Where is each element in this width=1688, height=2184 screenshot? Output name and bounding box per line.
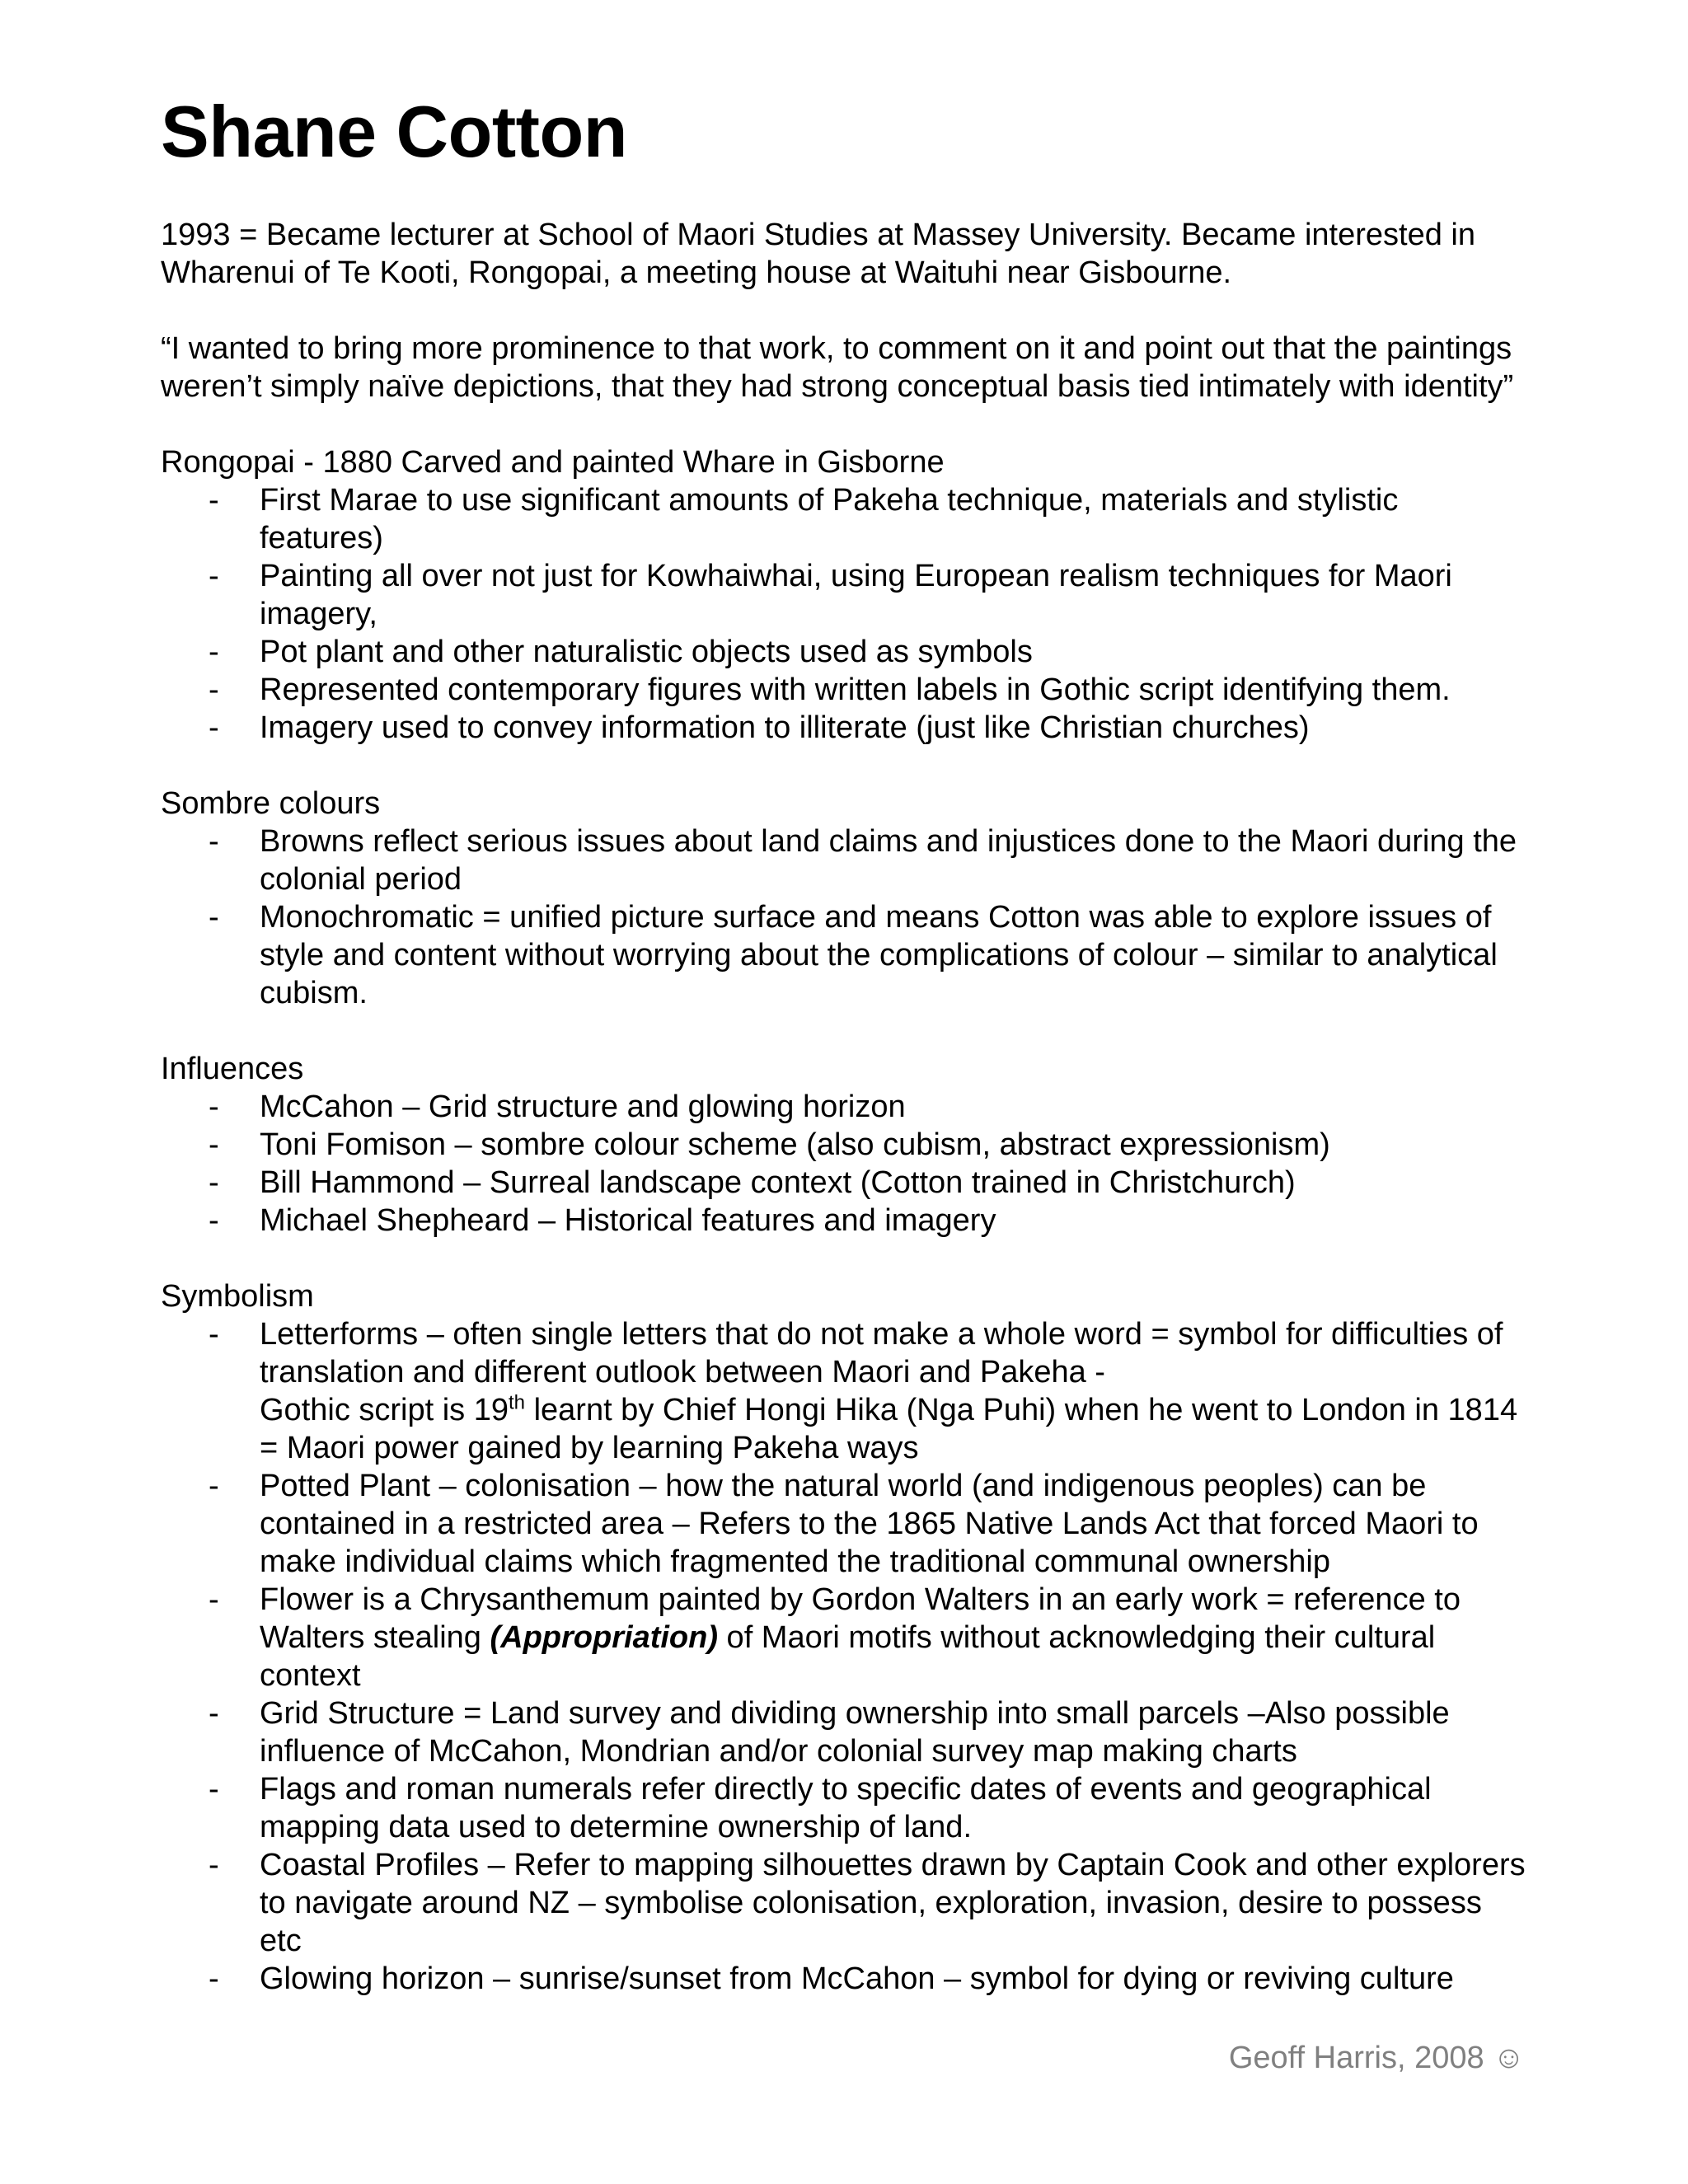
symbolism-list [161, 1315, 1529, 1998]
letterforms-line2-post: learnt by Chief Hongi Hika (Nga Puhi) when he went to London in 1814 = Maori power gained by learning Pakeha ways [260, 1393, 1518, 1465]
list-item: - Grid Structure = Land survey and dividing ownership into small parcels –Also possible influence of McCahon, Mondrian and/or colonial survey map making charts [161, 1694, 1529, 1770]
list-item: - Glowing horizon – sunrise/sunset from McCahon – symbol for dying or reviving culture [161, 1960, 1529, 1998]
influences-list [161, 1088, 1529, 1240]
rongopai-list [161, 481, 1529, 747]
author-footer: Geoff Harris, 2008 ☺ [1228, 2041, 1525, 2075]
list-item: - Flags and roman numerals refer directly to specific dates of events and geographical mapping data used to determine ownership of land. [161, 1770, 1529, 1846]
list-item: - Pot plant and other naturalistic objects used as symbols [161, 633, 1529, 671]
artist-quote: “I wanted to bring more prominence to that work, to comment on it and point out that the paintings weren’t simply naïve depictions, that they had strong conceptual basis tied intimately with identity” [161, 331, 1514, 404]
sombre-list [161, 823, 1529, 1012]
list-item: - Potted Plant – colonisation – how the natural world (and indigenous peoples) can be contained in a restricted area – Refers to the 1865 Native Lands Act that forced Maori to make individual claims which fragmented the traditional communal ownership [161, 1467, 1529, 1581]
list-item: - McCahon – Grid structure and glowing horizon [161, 1088, 1529, 1126]
list-item: - First Marae to use significant amounts of Pakeha technique, materials and stylistic features) [161, 481, 1529, 557]
list-item: - Browns reflect serious issues about land claims and injustices done to the Maori during the colonial period [161, 823, 1529, 898]
list-item: - Imagery used to convey information to illiterate (just like Christian churches) [161, 709, 1529, 747]
letterforms-line1: Letterforms – often single letters that do not make a whole word = symbol for difficulties of translation and different outlook between Maori and Pakeha - [260, 1317, 1503, 1390]
page-title: Shane Cotton [161, 91, 627, 172]
sombre-heading: Sombre colours [161, 786, 381, 821]
list-item: - Painting all over not just for Kowhaiwhai, using European realism techniques for Maori imagery, [161, 557, 1529, 633]
flower-text-pre: Flower is a Chrysanthemum painted by Gordon Walters in an early work = reference to Walters stealing [260, 1582, 1461, 1655]
list-item: - Michael Shepheard – Historical features and imagery [161, 1202, 1529, 1240]
list-item-flower [161, 1581, 1529, 1694]
flower-text-post: of Maori motifs without acknowledging their cultural context [260, 1620, 1436, 1693]
list-item-letterforms [161, 1315, 1529, 1467]
list-item: - Represented contemporary figures with written labels in Gothic script identifying them. [161, 671, 1529, 709]
list-item: - Monochromatic = unified picture surface and means Cotton was able to explore issues of style and content without worrying about the complications of colour – similar to analytical cubism. [161, 898, 1529, 1012]
intro-paragraph: 1993 = Became lecturer at School of Maori Studies at Massey University. Became interested in Wharenui of Te Kooti, Rongopai, a meeting house at Waituhi near Gisbourne. [161, 218, 1475, 290]
ordinal-suffix: th [509, 1391, 526, 1414]
letterforms-line2-pre: Gothic script is 19 [260, 1393, 509, 1427]
list-item: - Coastal Profiles – Refer to mapping silhouettes drawn by Captain Cook and other explorers to navigate around NZ – symbolise colonisation, exploration, invasion, desire to possess etc [161, 1846, 1529, 1960]
list-item: - Bill Hammond – Surreal landscape context (Cotton trained in Christchurch) [161, 1164, 1529, 1202]
appropriation-emphasis: (Appropriation) [490, 1620, 718, 1655]
symbolism-heading: Symbolism [161, 1279, 314, 1314]
rongopai-heading: Rongopai - 1880 Carved and painted Whare in Gisborne [161, 445, 945, 480]
list-item: - Toni Fomison – sombre colour scheme (also cubism, abstract expressionism) [161, 1126, 1529, 1164]
document-page [161, 89, 1529, 1998]
influences-heading: Influences [161, 1052, 304, 1086]
